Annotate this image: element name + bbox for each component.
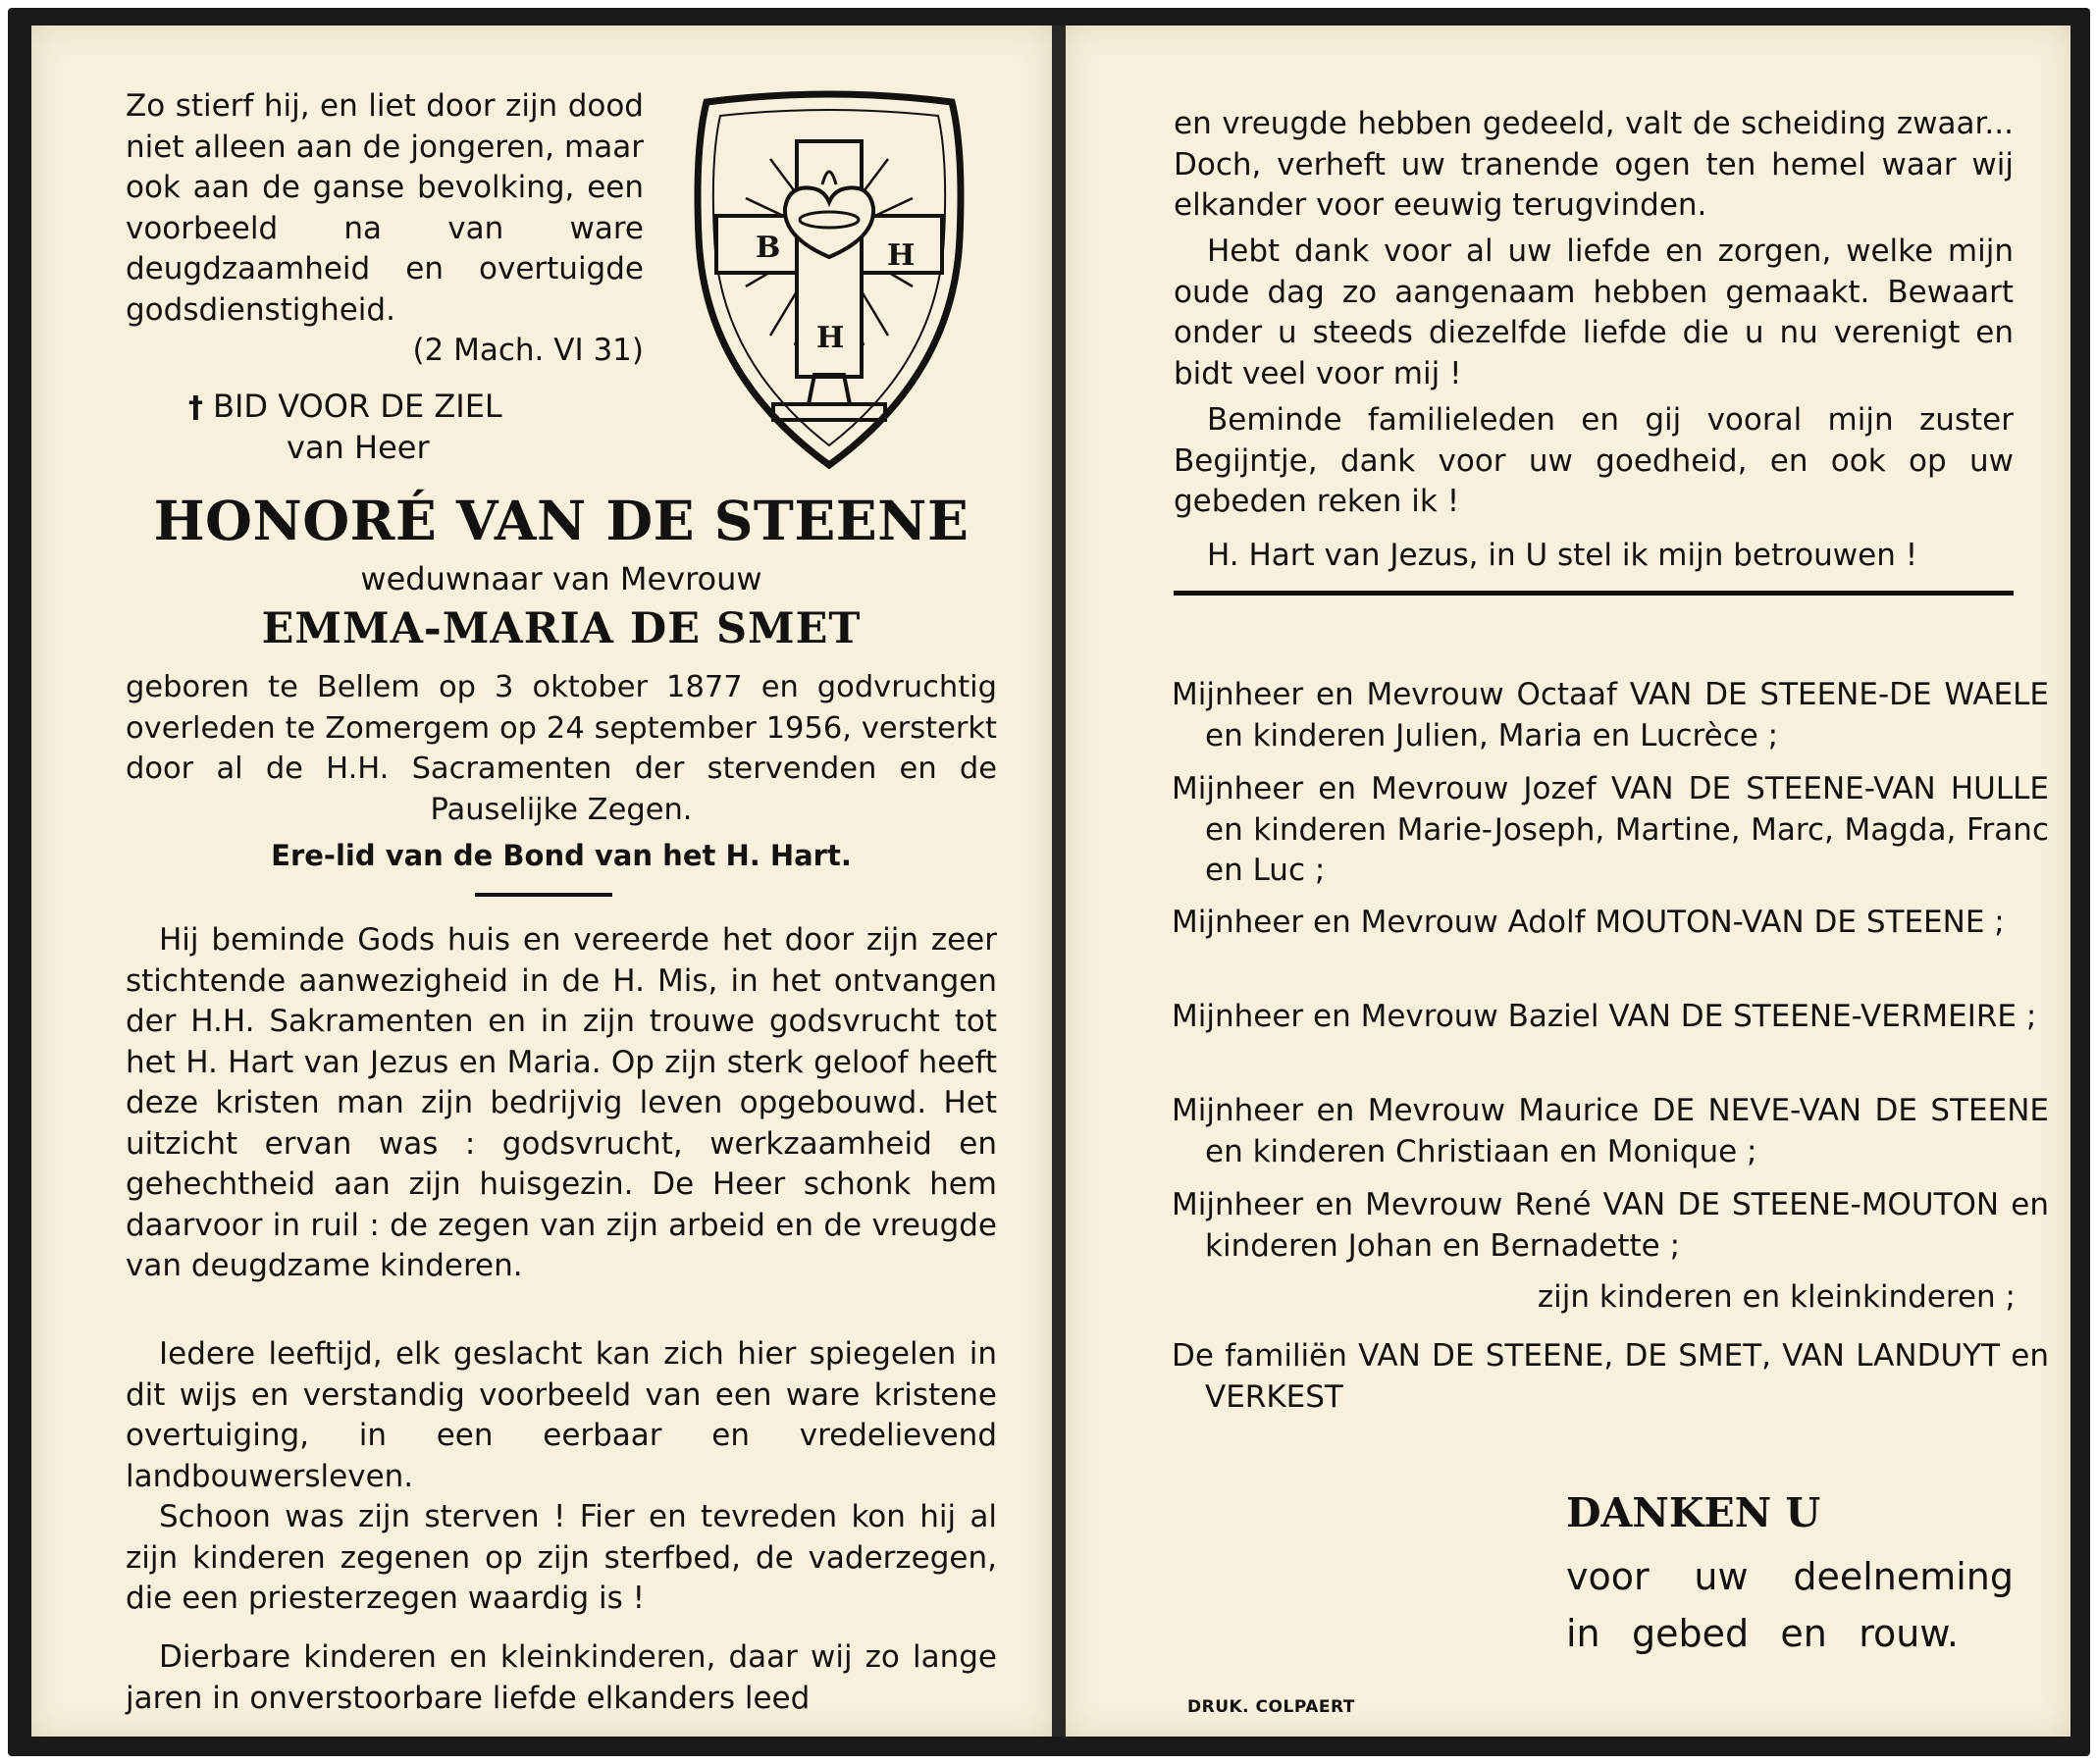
- family-entry: Mijnheer en Mevrouw René VAN DE STEENE-MOUTON en kinderen Johan en Bernadette ;: [1172, 1187, 2049, 1264]
- body-paragraph: Dierbare kinderen en kleinkinderen, daar wij zo lange jaren in onverstoorbare liefde elkanders leed: [126, 1639, 997, 1716]
- family-entry: Mijnheer en Mevrouw Adolf MOUTON-VAN DE STEENE ;: [1172, 905, 2005, 940]
- van-heer-line: van Heer: [287, 429, 430, 466]
- opening-quote-text: Zo stierf hij, en liet door zijn dood niet alleen aan de jongeren, maar ook aan de ganse bevolking, een voorbeeld na van ware deugdzaamheid en overtuigde godsdienstigheid.: [126, 88, 644, 328]
- thanks-line: in gebed en rouw.: [1566, 1612, 1959, 1655]
- family-entry: Mijnheer en Mevrouw Baziel VAN DE STEENE-VERMEIRE ;: [1172, 999, 2037, 1034]
- printer-mark: DRUK. COLPAERT: [1187, 1697, 1355, 1717]
- left-page: [31, 26, 1052, 1737]
- body-paragraph: Hij beminde Gods huis en vereerde het door zijn zeer stichtende aanwezigheid in de H. Mis, in het ontvangen der H.H. Sakramenten en in zijn trouwe godsvrucht tot het H. Hart van Jezus en Maria. Op zijn sterk geloof heeft deze kristen man zijn bedrijvig leven opgebouwd. Het uitzicht ervan was : godsvrucht, werkzaamheid en gehechtheid aan zijn huisgezin. De Heer schonk hem daarvoor in ruil : de zegen van zijn arbeid en de vreugde van deugdzame kinderen.: [126, 922, 997, 1283]
- body-paragraph: Iedere leeftijd, elk geslacht kan zich hier spiegelen in dit wijs en verstandig voorbeeld van een ware kristene overtuiging, in een eerbaar en vredelievend landbouwersleven.: [126, 1336, 997, 1494]
- cross-icon: †: [188, 390, 203, 425]
- membership-line: Ere-lid van de Bond van het H. Hart.: [271, 839, 852, 872]
- family-entry: Mijnheer en Mevrouw Jozef VAN DE STEENE-VAN HULLE en kinderen Marie-Joseph, Martine, Marc, Magda, Franc en Luc ;: [1172, 771, 2049, 888]
- prayer-line: H. Hart van Jezus, in U stel ik mijn betrouwen !: [1207, 538, 1918, 573]
- family-entry: Mijnheer en Mevrouw Maurice DE NEVE-VAN DE STEENE en kinderen Christiaan en Monique ;: [1172, 1093, 2049, 1169]
- pray-text: BID VOOR DE ZIEL: [213, 388, 502, 425]
- divider: [475, 893, 612, 897]
- thanks-title: DANKEN U: [1566, 1489, 1821, 1536]
- spouse-name: EMMA-MARIA DE SMET: [261, 604, 862, 653]
- grandchildren-line: zijn kinderen en kleinkinderen ;: [1537, 1279, 2016, 1315]
- other-families: De familiën VAN DE STEENE, DE SMET, VAN LANDUYT en VERKEST: [1172, 1338, 2049, 1415]
- right-page: [1066, 26, 2070, 1737]
- birth-death-details: geboren te Bellem op 3 oktober 1877 en godvruchtig overleden te Zomergem op 24 september 1956, versterkt door al de H.H. Sacramenten der stervenden en de Pauselijke Zegen.: [126, 670, 997, 827]
- sacred-heart-emblem: [687, 90, 971, 477]
- thanks-line: voor uw deelneming: [1566, 1555, 2014, 1598]
- pray-for-soul-line: [188, 387, 679, 429]
- emblem-letter-h-bottom: H: [816, 321, 845, 355]
- card-fold: [1052, 26, 1066, 1737]
- divider: [1174, 591, 2014, 596]
- farewell-paragraph: en vreugde hebben gedeeld, valt de scheiding zwaar... Doch, verheft uw tranende ogen ten hemel waar wij elkander voor eeuwig terugvinden.: [1174, 106, 2014, 223]
- scripture-reference: (2 Mach. VI 31): [412, 332, 644, 368]
- widower-line: weduwnaar van Mevrouw: [360, 560, 762, 597]
- family-entry: Mijnheer en Mevrouw Octaaf VAN DE STEENE-DE WAELE en kinderen Julien, Maria en Lucrèce ;: [1172, 677, 2049, 753]
- emblem-letter-b: B: [756, 231, 781, 265]
- emblem-letter-h-right: H: [887, 238, 916, 273]
- opening-quote: [126, 86, 644, 368]
- farewell-paragraph: Beminde familieleden en gij vooral mijn zuster Begijntje, dank voor uw goedheid, en ook op uw gebeden reken ik !: [1174, 402, 2014, 519]
- body-paragraph: Schoon was zijn sterven ! Fier en tevreden kon hij al zijn kinderen zegenen op zijn sterfbed, de vaderzegen, die een priesterzegen waardig is !: [126, 1499, 997, 1616]
- farewell-paragraph: Hebt dank voor al uw liefde en zorgen, welke mijn oude dag zo aangenaam hebben gemaakt. Bewaart onder u steeds diezelfde liefde die u nu verenigt en bidt veel voor mij !: [1174, 233, 2014, 391]
- deceased-name: HONORÉ VAN DE STEENE: [153, 489, 969, 552]
- memorial-card: [8, 8, 2090, 1756]
